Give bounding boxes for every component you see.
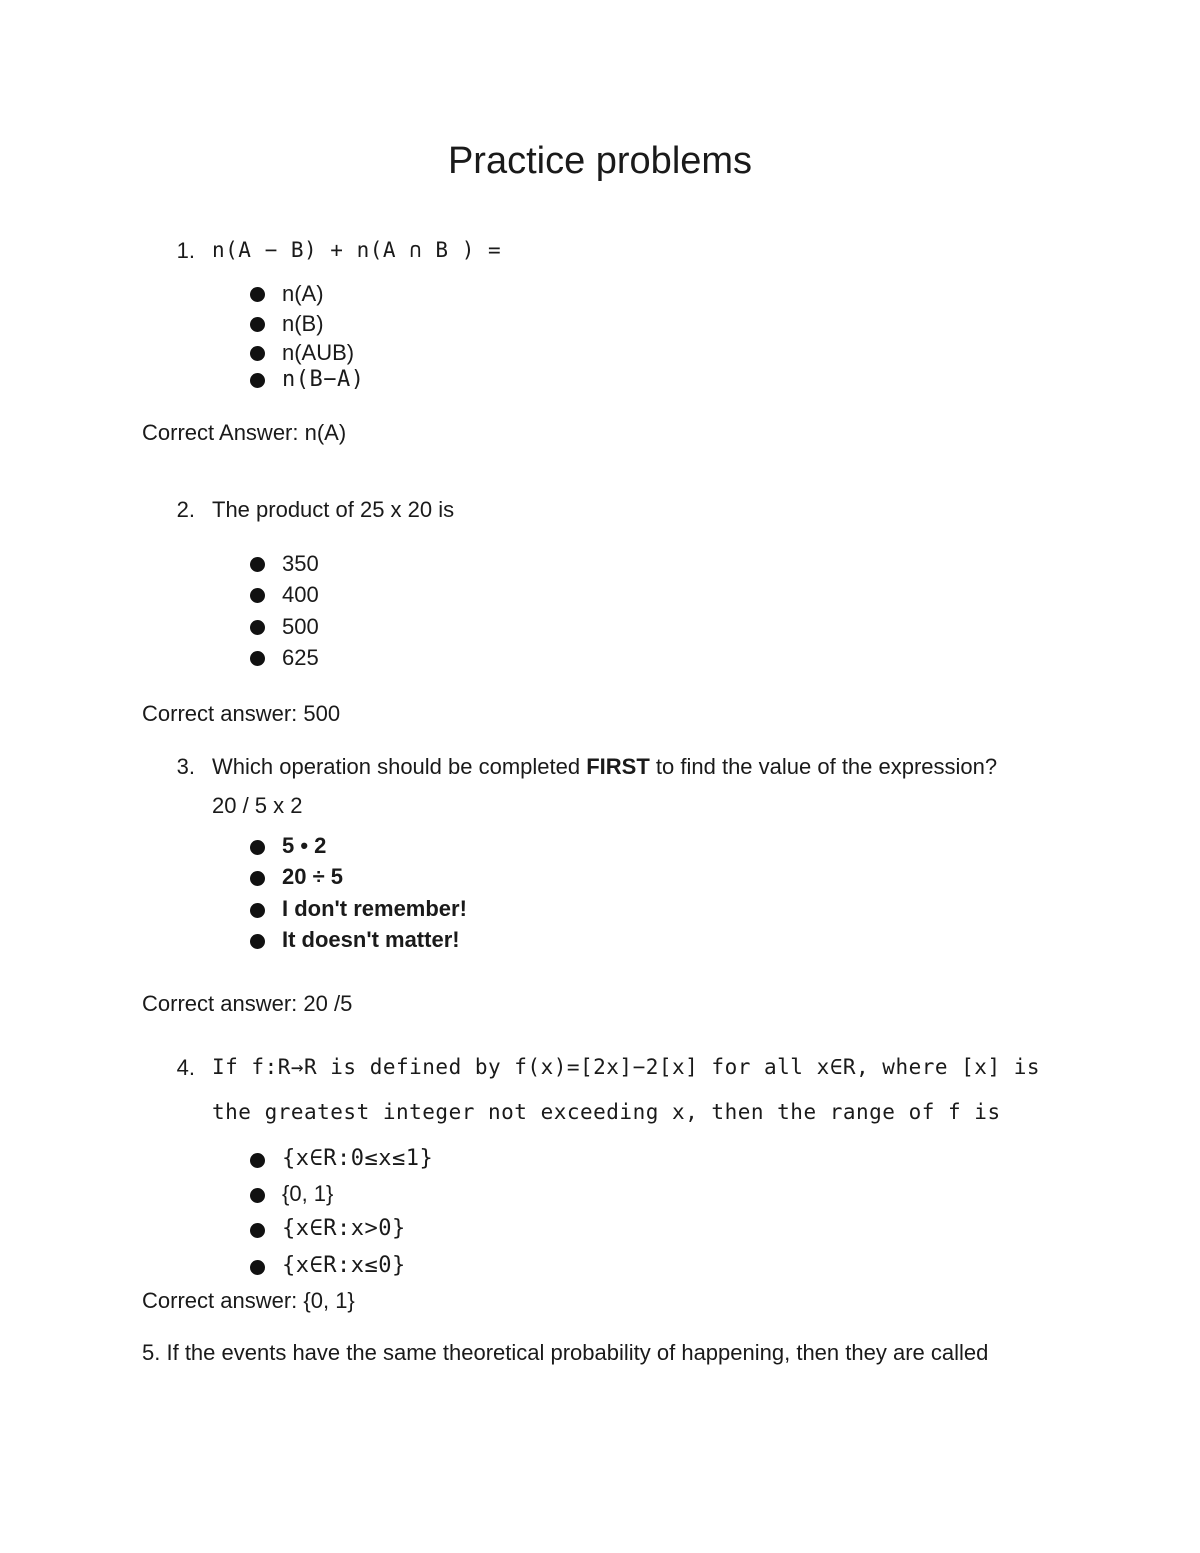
question-1-text: n(A − B) + n(A ∩ B ) = bbox=[212, 238, 502, 262]
question-4-number: 4. bbox=[176, 1055, 195, 1080]
question-1-number: 1. bbox=[176, 238, 195, 263]
question-4-option-3: {x∈R:x>0} bbox=[282, 1216, 406, 1241]
question-1-option-4: n(B−A) bbox=[282, 367, 365, 392]
bullet-icon bbox=[250, 588, 265, 603]
question-2-number: 2. bbox=[176, 497, 195, 522]
bullet-icon bbox=[250, 620, 265, 635]
question-3-answer: Correct answer: 20 /5 bbox=[142, 991, 353, 1016]
question-3-option-4: It doesn't matter! bbox=[282, 927, 460, 952]
question-2-option-4: 625 bbox=[282, 645, 319, 670]
bullet-icon bbox=[250, 871, 265, 886]
question-3-text bbox=[212, 754, 997, 780]
question-4-option-4: {x∈R:x≤0} bbox=[282, 1253, 406, 1278]
question-3-text-start: Which operation should be completed bbox=[212, 754, 587, 779]
question-2-option-2: 400 bbox=[282, 582, 319, 607]
bullet-icon bbox=[250, 317, 265, 332]
question-3-option-1: 5 • 2 bbox=[282, 833, 327, 858]
question-2-option-1: 350 bbox=[282, 551, 319, 576]
question-4-answer: Correct answer: {0, 1} bbox=[142, 1288, 355, 1313]
question-4-text-line-1: If f:R→R is defined by f(x)=[2x]−2[x] for all x∈R, where [x] is bbox=[212, 1055, 1041, 1079]
bullet-icon bbox=[250, 1153, 265, 1168]
bullet-icon bbox=[250, 287, 265, 302]
question-1-option-1: n(A) bbox=[282, 281, 324, 306]
question-3-expression: 20 / 5 x 2 bbox=[212, 793, 303, 818]
bullet-icon bbox=[250, 934, 265, 949]
question-4-option-2: {0, 1} bbox=[282, 1181, 334, 1206]
question-1-option-2: n(B) bbox=[282, 311, 324, 336]
bullet-icon bbox=[250, 840, 265, 855]
question-2-answer: Correct answer: 500 bbox=[142, 701, 341, 726]
question-1-answer: Correct Answer: n(A) bbox=[142, 420, 347, 445]
question-2-text: The product of 25 x 20 is bbox=[212, 497, 455, 522]
bullet-icon bbox=[250, 1223, 265, 1238]
bullet-icon bbox=[250, 373, 265, 388]
question-3-number: 3. bbox=[176, 754, 195, 779]
question-1-option-3: n(AUB) bbox=[282, 340, 355, 365]
question-5 bbox=[142, 1340, 988, 1366]
question-4-text-line-2: the greatest integer not exceeding x, then the range of f is bbox=[212, 1100, 1001, 1124]
question-3-text-emphasis: FIRST bbox=[586, 754, 650, 779]
question-3-option-3: I don't remember! bbox=[282, 896, 467, 921]
bullet-icon bbox=[250, 557, 265, 572]
bullet-icon bbox=[250, 903, 265, 918]
bullet-icon bbox=[250, 1188, 265, 1203]
question-3-text-end: to find the value of the expression? bbox=[649, 754, 998, 779]
bullet-icon bbox=[250, 651, 265, 666]
question-4-option-1: {x∈R:0≤x≤1} bbox=[282, 1146, 434, 1171]
page-title: Practice problems bbox=[447, 140, 753, 182]
question-3-option-2: 20 ÷ 5 bbox=[282, 864, 344, 889]
bullet-icon bbox=[250, 346, 265, 361]
question-5-text: If the events have the same theoretical probability of happening, then they are called bbox=[166, 1340, 989, 1365]
question-2-option-3: 500 bbox=[282, 614, 319, 639]
question-5-number: 5. bbox=[142, 1340, 161, 1365]
bullet-icon bbox=[250, 1260, 265, 1275]
